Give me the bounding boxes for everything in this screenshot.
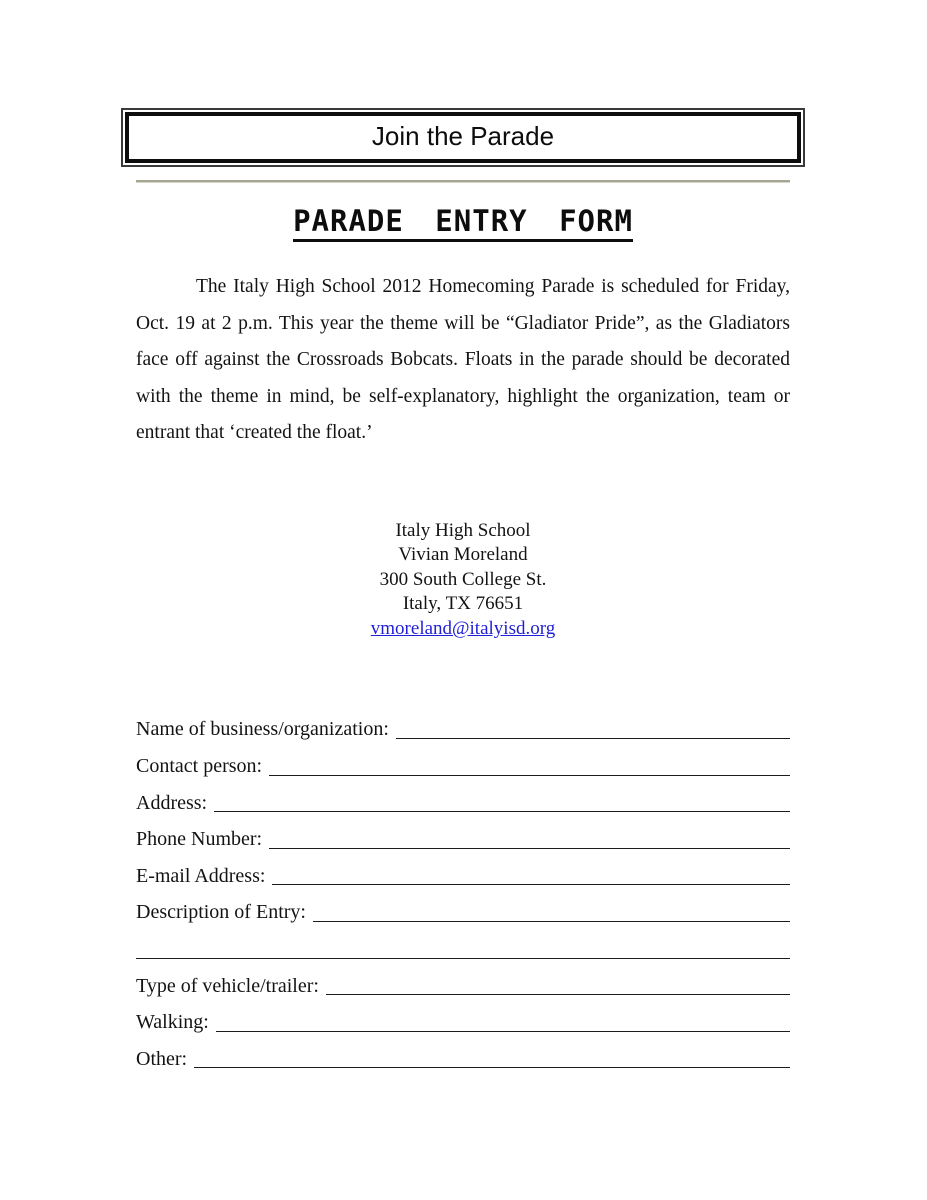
form-fields <box>136 711 790 1077</box>
field-label: Contact person: <box>136 755 263 778</box>
contact-line-school: Italy High School <box>395 519 531 541</box>
form-field-row <box>136 1041 790 1078</box>
form-field-row <box>136 1004 790 1041</box>
field-label: Address: <box>136 791 208 814</box>
field-blank-line <box>326 994 790 995</box>
heading-wrap <box>136 204 790 242</box>
field-label: Other: <box>136 1047 188 1070</box>
field-blank-line <box>313 921 790 922</box>
divider-rule <box>136 180 790 183</box>
field-blank-line <box>269 848 790 849</box>
contact-block <box>136 519 790 642</box>
field-blank-line <box>194 1067 790 1068</box>
contact-line-name: Vivian Moreland <box>398 544 528 566</box>
field-label: Walking: <box>136 1011 209 1034</box>
form-field-row <box>136 894 790 931</box>
form-field-row <box>136 858 790 895</box>
form-field-continuation-row <box>136 931 790 968</box>
field-blank-line <box>396 738 790 739</box>
form-field-row <box>136 785 790 822</box>
banner-box <box>121 108 805 167</box>
form-field-row <box>136 968 790 1005</box>
field-label: Name of business/organization: <box>136 718 389 741</box>
field-blank-line <box>216 1031 790 1032</box>
field-blank-line <box>272 884 790 885</box>
field-label: Description of Entry: <box>136 901 306 924</box>
page-title: PARADE ENTRY FORM <box>293 204 633 242</box>
banner-box-inner <box>125 112 801 163</box>
intro-paragraph: The Italy High School 2012 Homecoming Parade is scheduled for Friday, Oct. 19 at 2 p.m. This year the theme will be “Gladiator Pride”, as the Gladiators face off against the Crossroads Bobcats. Floats in the parade should be decorated with the theme in mind, be self-explanatory, highlight the organization, team or entrant that ‘created the float.’ <box>136 276 790 444</box>
form-field-row <box>136 748 790 785</box>
field-label: E-mail Address: <box>136 864 266 887</box>
form-field-row <box>136 711 790 748</box>
field-label: Type of vehicle/trailer: <box>136 974 319 997</box>
contact-line-email <box>136 617 790 642</box>
contact-line-street: 300 South College St. <box>379 568 547 590</box>
banner-title: Join the Parade <box>371 121 555 151</box>
email-link[interactable]: vmoreland@italyisd.org <box>370 617 556 639</box>
contact-line-city: Italy, TX 76651 <box>402 593 524 615</box>
field-blank-line <box>136 958 790 959</box>
field-blank-line <box>214 811 790 812</box>
form-field-row <box>136 821 790 858</box>
field-blank-line <box>269 775 790 776</box>
field-label: Phone Number: <box>136 828 263 851</box>
